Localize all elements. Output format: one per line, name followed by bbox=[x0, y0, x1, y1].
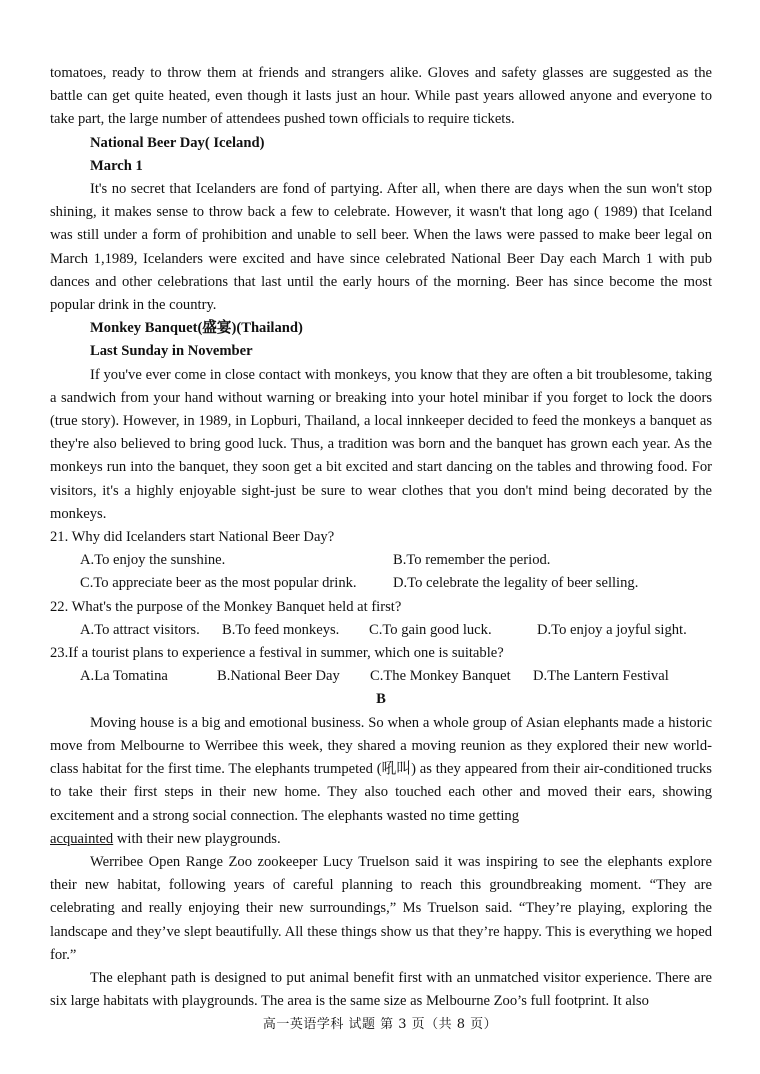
page-footer: 高一英语学科 试题 第 3 页（共 8 页） bbox=[262, 1017, 498, 1032]
underlined-word: acquainted bbox=[50, 830, 114, 847]
question-21-options bbox=[50, 549, 712, 595]
beer-day-paragraph: It's no secret that Icelanders are fond of partying. After all, when there are days when the sun won't stop shining, it makes sense to throw back a few to celebrate. However, it wasn't that long ago ( 1989) that Iceland was still under a form of prohibition and unable to sell beer. When the laws were passed to make beer legal on March 1,1989, Icelanders were excited and have since celebrated National Beer Day each March 1 with pub dances and other celebrations that last until the early hours of the morning. Beer has since become the most popular drink in the country. bbox=[50, 181, 712, 314]
question-23: 23.If a tourist plans to experience a festival in summer, which one is suitable? bbox=[50, 645, 504, 662]
option-23d: D.The Lantern Festival bbox=[533, 668, 669, 685]
option-21a: A.To enjoy the sunshine. bbox=[80, 552, 226, 569]
question-22: 22. What's the purpose of the Monkey Banquet held at first? bbox=[50, 598, 402, 615]
option-21b: B.To remember the period. bbox=[393, 552, 551, 569]
beer-day-title: National Beer Day( Iceland) bbox=[90, 134, 265, 151]
option-22a: A.To attract visitors. bbox=[80, 621, 200, 638]
passage-b-paragraph-1-text: Moving house is a big and emotional business. So when a whole group of Asian elephants made a historic move from Melbourne to Werribee this week, they shared a moving reunion as they explored their new world-class habitat for the first time. The elephants trumpeted (吼叫) as they appeared from their air-conditioned trucks to take their first steps in their new home. They also touched each other and moved their ears, showing excitement and a strong social connection. The elephants wasted no time getting bbox=[50, 714, 712, 824]
option-23b: B.National Beer Day bbox=[217, 668, 340, 685]
monkey-banquet-paragraph: If you've ever come in close contact with monkeys, you know that they are often a bit troublesome, taking a sandwich from your hand without warning or breaking into your hotel minibar if you forget to lock the doors (true story). However, in 1989, in Lopburi, Thailand, a local innkeeper decided to feed the monkeys a banquet as they're also believed to bring good luck. Thus, a tradition was born and the banquet has grown each year. As the monkeys run into the banquet, they soon get a bit excited and start dancing on the tables and throwing food. For visitors, it's a highly enjoyable sight-just be sure to wear clothes that you don't mind being decorated by the monkeys. bbox=[50, 366, 712, 522]
question-21: 21. Why did Icelanders start National Beer Day? bbox=[50, 529, 335, 546]
option-23c: C.The Monkey Banquet bbox=[370, 668, 511, 685]
beer-day-date: March 1 bbox=[90, 157, 143, 174]
option-22b: B.To feed monkeys. bbox=[222, 621, 340, 638]
option-21c: C.To appreciate beer as the most popular drink. bbox=[80, 575, 357, 592]
passage-b-paragraph-2: Werribee Open Range Zoo zookeeper Lucy Truelson said it was inspiring to see the elephants explore their new habitat, following years of careful planning to reach this groundbreaking moment. “They are celebrating and really enjoying their new surroundings,” Ms Truelson said. “They’re playing, exploring the landscape and they’ve slept beautifully. All these things show us that they’re happy. This is everything we hoped for.” bbox=[50, 853, 712, 963]
option-22d: D.To enjoy a joyful sight. bbox=[537, 621, 687, 638]
monkey-banquet-title: Monkey Banquet(盛宴)(Thailand) bbox=[90, 320, 303, 337]
question-22-options bbox=[50, 619, 712, 642]
passage-b-paragraph-1 bbox=[50, 712, 712, 851]
option-21d: D.To celebrate the legality of beer selling. bbox=[393, 575, 639, 592]
continued-paragraph: tomatoes, ready to throw them at friends and strangers alike. Gloves and safety glasses are suggested as the battle can get quite heated, even though it lasts just an hour. While past years allowed anyone and everyone to take part, the large number of attendees pushed town officials to require tickets. bbox=[50, 65, 712, 128]
section-b-heading: B bbox=[376, 691, 386, 708]
passage-b-paragraph-1-end: with their new playgrounds. bbox=[113, 830, 281, 847]
monkey-banquet-date: Last Sunday in November bbox=[90, 343, 253, 360]
option-22c: C.To gain good luck. bbox=[369, 621, 492, 638]
passage-b-paragraph-3: The elephant path is designed to put animal benefit first with an unmatched visitor experience. There are six large habitats with playgrounds. The area is the same size as Melbourne Zoo’s full footprint. It also bbox=[50, 969, 712, 1010]
question-23-options bbox=[50, 665, 712, 688]
exam-page bbox=[50, 62, 712, 1013]
option-23a: A.La Tomatina bbox=[80, 668, 168, 685]
